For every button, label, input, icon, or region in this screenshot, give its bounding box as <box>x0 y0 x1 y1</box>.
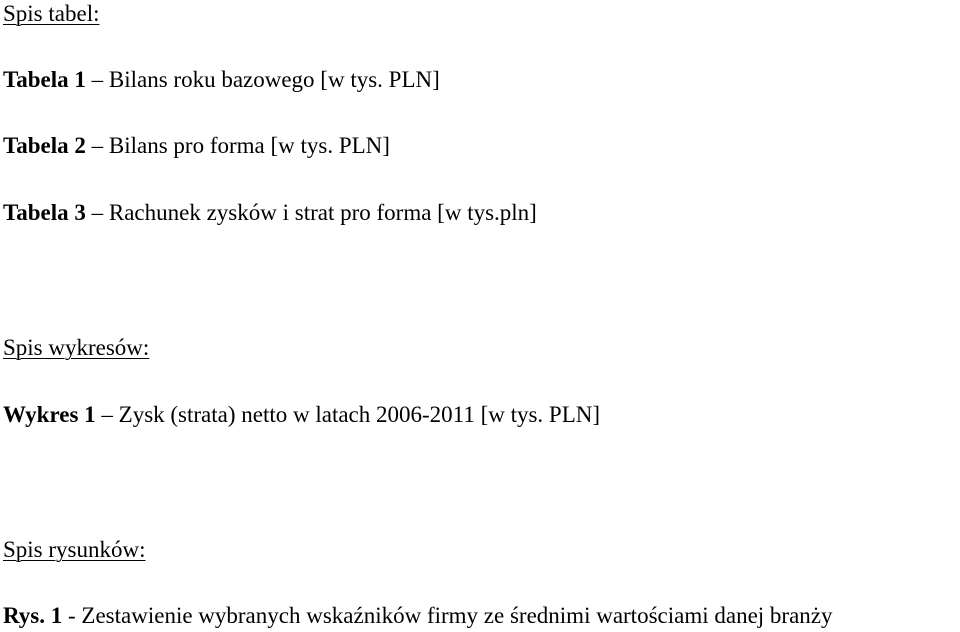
toc-entry-chart-1[interactable] <box>3 401 600 429</box>
toc-entry-table-2[interactable] <box>3 132 390 160</box>
toc-entry-text: – Zysk (strata) netto w latach 2006-2011 [w tys. PLN] <box>95 402 601 427</box>
toc-entry-label: Tabela 3 <box>3 200 86 225</box>
toc-entry-table-3[interactable] <box>3 199 537 227</box>
toc-entry-text: – Rachunek zysków i strat pro forma [w tys.pln] <box>85 200 537 225</box>
toc-entry-text: – Bilans roku bazowego [w tys. PLN] <box>85 67 440 92</box>
toc-entry-label: Tabela 2 <box>3 133 86 158</box>
toc-entry-table-1[interactable] <box>3 66 440 94</box>
toc-entry-text: – Bilans pro forma [w tys. PLN] <box>85 133 390 158</box>
toc-entry-figure-1[interactable] <box>3 602 833 630</box>
list-of-figures-heading: Spis rysunków: <box>3 537 146 562</box>
toc-entry-label: Tabela 1 <box>3 67 86 92</box>
toc-entry-label: Rys. 1 <box>3 603 63 628</box>
toc-entry-label: Wykres 1 <box>3 402 96 427</box>
toc-entry-text: - Zestawienie wybranych wskaźników firmy ze średnimi wartościami danej branży <box>62 603 833 628</box>
list-of-charts-heading: Spis wykresów: <box>3 335 150 360</box>
list-of-tables-heading: Spis tabel: <box>3 1 100 26</box>
